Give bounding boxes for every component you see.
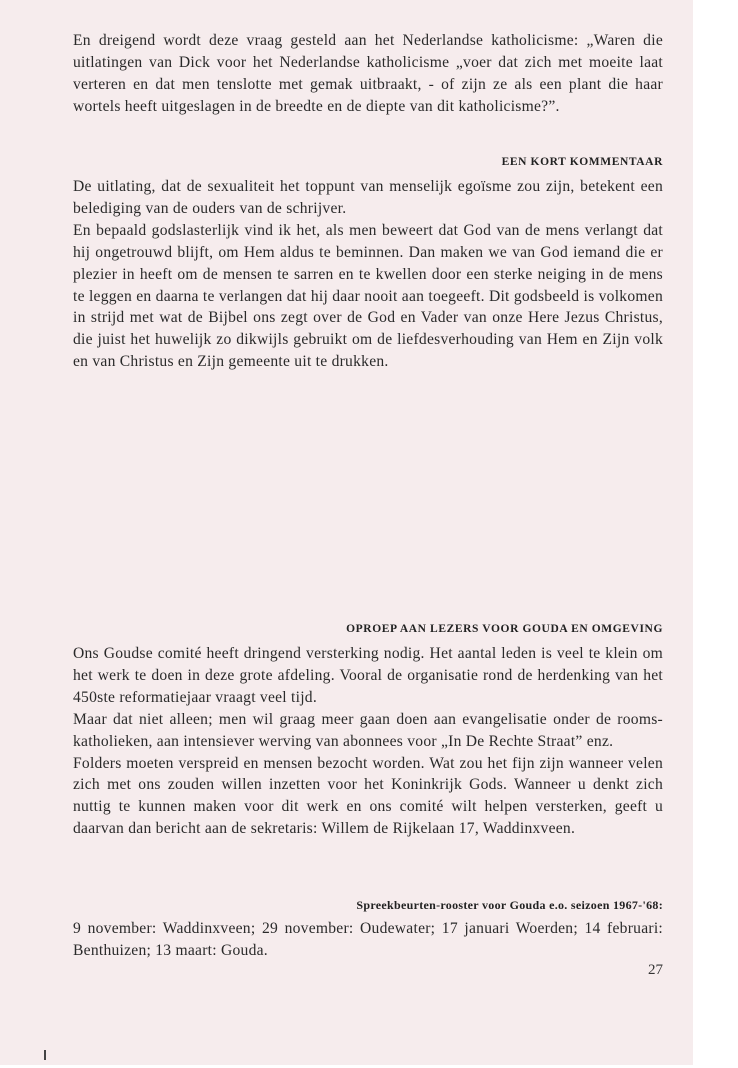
rooster-paragraph: 9 november: Waddinxveen; 29 november: Oudewater; 17 januari Woerden; 14 februari: Benthuizen; 13 maart: Gouda. — [73, 920, 663, 959]
page-number: 27 — [648, 962, 663, 978]
oproep-paragraph: Maar dat niet alleen; men wil graag meer gaan doen aan evangelisatie onder de rooms-katholieken, aan intensiever werving van abonnees voor „In De Rechte Straat” enz. — [73, 710, 663, 750]
kommentaar-paragraph: De uitlating, dat de sexualiteit het toppunt van menselijk egoïsme zou zijn, betekent een belediging van de ouders van de schrijver. — [73, 178, 663, 217]
scan-artifact-mark — [44, 1050, 46, 1060]
intro-paragraph: En dreigend wordt deze vraag gesteld aan het Nederlandse katholicisme: „Waren die uitlatingen van Dick voor het Nederlandse katholicisme „voer dat zich met moeite laat verteren en dat men tenslotte met gemak uitbraakt, - of zijn ze als een plant die haar wortels heeft uitgeslagen in de breedte en de diepte van dit katholicisme?”. — [73, 32, 663, 115]
intro-section — [73, 30, 663, 118]
rooster-section — [73, 918, 663, 962]
oproep-paragraph: Ons Goudse comité heeft dringend versterking nodig. Het aantal leden is veel te klein om het werk te doen in deze grote afdeling. Vooral de organisatie rond de herdenking van het 450ste reformatiejaar vraagt veel tijd. — [73, 645, 663, 706]
oproep-section — [73, 643, 663, 840]
rooster-heading: Spreekbeurten-rooster voor Gouda e.o. seizoen 1967-'68: — [356, 898, 663, 912]
oproep-heading: OPROEP AAN LEZERS VOOR GOUDA EN OMGEVING — [346, 623, 663, 635]
kommentaar-heading: EEN KORT KOMMENTAAR — [501, 156, 663, 168]
kommentaar-section — [73, 176, 663, 373]
kommentaar-paragraph: En bepaald godslasterlijk vind ik het, als men beweert dat God van de mens verlangt dat hij ongetrouwd blijft, om Hem aldus te beminnen. Dan maken we van God iemand die er plezier in heeft om de mensen te sarren en te kwellen door een sterke neiging in de mens te leggen en daarna te verlangen dat hij daar nooit aan toegeeft. Dit godsbeeld is volkomen in strijd met wat de Bijbel ons zegt over de God en Vader van onze Here Jezus Christus, die juist het huwelijk zo dikwijls gebruikt om de liefdesverhouding van Hem en Zijn volk en van Christus en Zijn gemeente uit te drukken. — [73, 221, 663, 371]
oproep-paragraph: Folders moeten verspreid en mensen bezocht worden. Wat zou het fijn zijn wanneer velen zich met ons zouden willen inzetten voor het Koninkrijk Gods. Wanneer u denkt zich nuttig te kunnen maken voor dit werk en ons comité wilt helpen versterken, geeft u daarvan dan bericht aan de sekretaris: Willem de Rijkelaan 17, Waddinxveen. — [73, 754, 663, 838]
